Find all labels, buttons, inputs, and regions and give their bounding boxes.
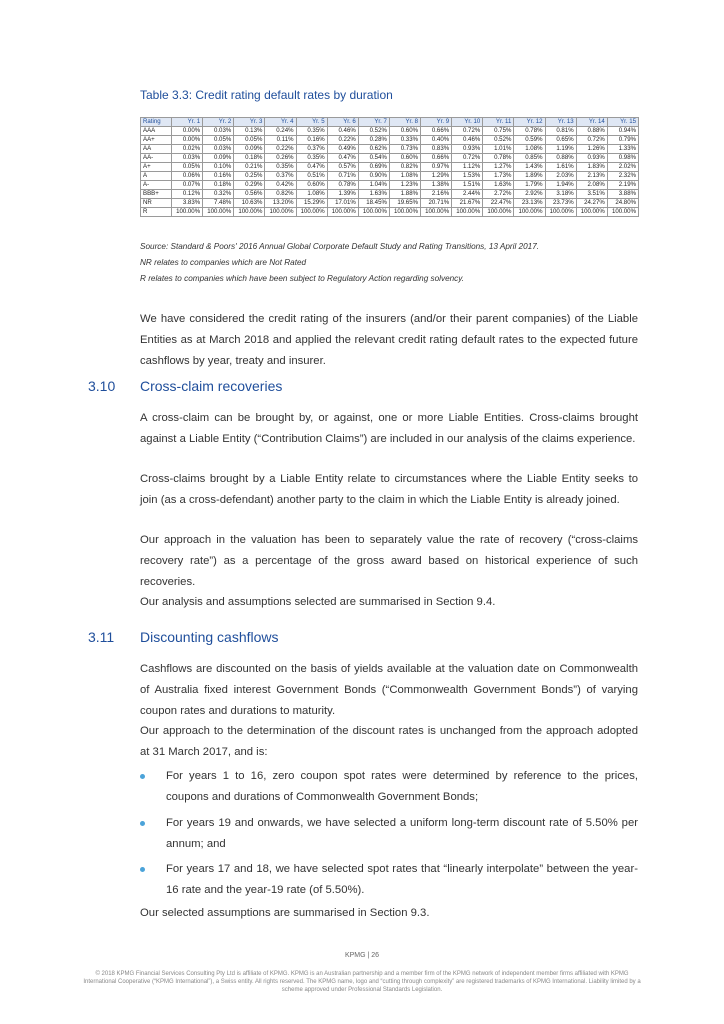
rating-cell: A-	[141, 181, 172, 190]
rate-cell: 2.44%	[452, 190, 483, 199]
table-row	[141, 136, 639, 145]
rate-cell: 3.18%	[545, 190, 576, 199]
column-header-year: Yr. 2	[203, 118, 234, 127]
rate-cell: 0.72%	[576, 136, 607, 145]
column-header-year: Yr. 6	[327, 118, 358, 127]
rate-cell: 1.38%	[421, 181, 452, 190]
rating-cell: A	[141, 172, 172, 181]
bullet-item: For years 19 and onwards, we have selected a uniform long-term discount rate of 5.50% per annum; and	[166, 817, 638, 850]
table-row	[141, 172, 639, 181]
rate-cell: 0.88%	[576, 127, 607, 136]
paragraph: Our approach in the valuation has been to separately value the rate of recovery (“cross-claims recovery rate”) as a percentage of the gross award based on historical experience of such recoveries.	[140, 534, 638, 588]
rate-cell: 0.02%	[172, 145, 203, 154]
rate-cell: 0.60%	[389, 154, 420, 163]
rate-cell: 2.32%	[607, 172, 638, 181]
rate-cell: 0.03%	[203, 145, 234, 154]
rate-cell: 0.18%	[234, 154, 265, 163]
rate-cell: 7.48%	[203, 199, 234, 208]
rate-cell: 0.18%	[203, 181, 234, 190]
rate-cell: 2.72%	[483, 190, 514, 199]
rate-cell: 0.93%	[576, 154, 607, 163]
rate-cell: 0.79%	[607, 136, 638, 145]
rate-cell: 0.47%	[296, 163, 327, 172]
rate-cell: 0.24%	[265, 127, 296, 136]
rate-cell: 1.94%	[545, 181, 576, 190]
column-header-year: Yr. 12	[514, 118, 545, 127]
rate-cell: 0.72%	[452, 127, 483, 136]
rate-cell: 15.29%	[296, 199, 327, 208]
rate-cell: 0.16%	[296, 136, 327, 145]
rate-cell: 0.03%	[203, 127, 234, 136]
rate-cell: 0.94%	[607, 127, 638, 136]
column-header-year: Yr. 5	[296, 118, 327, 127]
rate-cell: 100.00%	[452, 208, 483, 217]
rate-cell: 2.08%	[576, 181, 607, 190]
rate-cell: 0.88%	[545, 154, 576, 163]
rate-cell: 0.10%	[203, 163, 234, 172]
credit-rating-table	[140, 117, 639, 217]
rate-cell: 1.33%	[607, 145, 638, 154]
column-header-year: Yr. 1	[172, 118, 203, 127]
paragraph: A cross-claim can be brought by, or against, one or more Liable Entities. Cross-claims brought against a Liable Entity (“Contribution Claims”) are included in our analysis of the claims experience.	[140, 412, 638, 445]
rate-cell: 0.22%	[327, 136, 358, 145]
column-header-year: Yr. 4	[265, 118, 296, 127]
rate-cell: 13.20%	[265, 199, 296, 208]
rate-cell: 0.82%	[389, 163, 420, 172]
paragraph: Our analysis and assumptions selected are summarised in Section 9.4.	[140, 596, 496, 608]
rate-cell: 0.35%	[265, 163, 296, 172]
rate-cell: 0.05%	[234, 136, 265, 145]
rate-cell: 0.09%	[203, 154, 234, 163]
page-number: KPMG | 26	[344, 952, 380, 959]
rate-cell: 1.12%	[452, 163, 483, 172]
rate-cell: 0.90%	[358, 172, 389, 181]
rate-cell: 100.00%	[545, 208, 576, 217]
rate-cell: 0.82%	[265, 190, 296, 199]
rate-cell: 0.57%	[327, 163, 358, 172]
rate-cell: 0.56%	[234, 190, 265, 199]
rate-cell: 100.00%	[421, 208, 452, 217]
bullet-icon	[140, 774, 145, 779]
column-header-year: Yr. 13	[545, 118, 576, 127]
rate-cell: 0.81%	[545, 127, 576, 136]
rate-cell: 0.25%	[234, 172, 265, 181]
rate-cell: 1.01%	[483, 145, 514, 154]
rate-cell: 20.71%	[421, 199, 452, 208]
paragraph: Cashflows are discounted on the basis of yields available at the valuation date on Commonwealth of Australia fixed interest Government Bonds (“Commonwealth Government Bonds”) of varying coupon rates and durations to maturity.	[140, 663, 638, 717]
rate-cell: 100.00%	[483, 208, 514, 217]
rate-cell: 100.00%	[514, 208, 545, 217]
paragraph: Our approach to the determination of the discount rates is unchanged from the approach adopted at 31 March 2017, and is:	[140, 725, 638, 758]
table-row	[141, 127, 639, 136]
table-notes	[140, 239, 539, 287]
rate-cell: 1.39%	[327, 190, 358, 199]
rate-cell: 0.78%	[327, 181, 358, 190]
rate-cell: 100.00%	[172, 208, 203, 217]
section-number-3-11: 3.11	[88, 629, 115, 645]
bullet-icon	[140, 821, 145, 826]
rate-cell: 0.49%	[327, 145, 358, 154]
rate-cell: 1.63%	[483, 181, 514, 190]
rate-cell: 1.51%	[452, 181, 483, 190]
rate-cell: 23.73%	[545, 199, 576, 208]
rate-cell: 0.13%	[234, 127, 265, 136]
column-header-year: Yr. 11	[483, 118, 514, 127]
rate-cell: 0.69%	[358, 163, 389, 172]
table-row	[141, 190, 639, 199]
rate-cell: 1.79%	[514, 181, 545, 190]
rate-cell: 100.00%	[576, 208, 607, 217]
rate-cell: 0.42%	[265, 181, 296, 190]
rating-cell: AAA	[141, 127, 172, 136]
legal-notice: © 2018 KPMG Financial Services Consulting Pty Ltd is affiliate of KPMG. KPMG is an Australian partnership and a member firm of the KPMG network of independent member firms affiliated with KPMG International Cooperative (“KPMG International”), a Swiss entity. All rights reserved. The KPMG name, logo and “cutting through complexity” are registered trademarks of KPMG International. Liability limited by a scheme approved under Professional Standards Legislation.	[83, 971, 641, 993]
rate-cell: 0.85%	[514, 154, 545, 163]
table-title: Table 3.3: Credit rating default rates by duration	[140, 88, 393, 102]
rate-cell: 0.97%	[421, 163, 452, 172]
rate-cell: 0.52%	[358, 127, 389, 136]
rate-cell: 0.73%	[389, 145, 420, 154]
rate-cell: 0.35%	[296, 154, 327, 163]
rate-cell: 0.26%	[265, 154, 296, 163]
rate-cell: 0.66%	[421, 154, 452, 163]
rate-cell: 0.07%	[172, 181, 203, 190]
rating-cell: NR	[141, 199, 172, 208]
rate-cell: 1.29%	[421, 172, 452, 181]
rate-cell: 0.51%	[296, 172, 327, 181]
column-header-year: Yr. 3	[234, 118, 265, 127]
rate-cell: 100.00%	[607, 208, 638, 217]
section-title-discounting: Discounting cashflows	[140, 629, 279, 645]
rate-cell: 100.00%	[203, 208, 234, 217]
rate-cell: 0.46%	[452, 136, 483, 145]
rate-cell: 0.11%	[265, 136, 296, 145]
table-row	[141, 145, 639, 154]
rate-cell: 24.27%	[576, 199, 607, 208]
rate-cell: 1.88%	[389, 190, 420, 199]
rate-cell: 1.43%	[514, 163, 545, 172]
rate-cell: 1.61%	[545, 163, 576, 172]
column-header-rating: Rating	[141, 118, 172, 127]
rate-cell: 0.62%	[358, 145, 389, 154]
bullet-icon	[140, 867, 145, 872]
source-note: Source: Standard & Poors' 2016 Annual Global Corporate Default Study and Rating Transitions, 13 April 2017.	[140, 242, 540, 251]
rate-cell: 0.54%	[358, 154, 389, 163]
rate-cell: 0.46%	[327, 127, 358, 136]
rate-cell: 100.00%	[296, 208, 327, 217]
rate-cell: 17.01%	[327, 199, 358, 208]
rate-cell: 0.05%	[172, 163, 203, 172]
table-row	[141, 181, 639, 190]
r-note: R relates to companies which have been subject to Regulatory Action regarding solvency.	[140, 274, 465, 283]
rate-cell: 1.83%	[576, 163, 607, 172]
rating-cell: A+	[141, 163, 172, 172]
rate-cell: 100.00%	[265, 208, 296, 217]
rate-cell: 0.12%	[172, 190, 203, 199]
rate-cell: 0.47%	[327, 154, 358, 163]
rate-cell: 0.72%	[452, 154, 483, 163]
rate-cell: 0.78%	[483, 154, 514, 163]
bullet-item: For years 1 to 16, zero coupon spot rates were determined by reference to the prices, coupons and durations of Commonwealth Government Bonds;	[166, 770, 638, 803]
bullet-item: For years 17 and 18, we have selected spot rates that “linearly interpolate” between the year-16 rate and the year-19 rate (of 5.50%).	[166, 863, 638, 896]
rate-cell: 0.40%	[421, 136, 452, 145]
rating-cell: AA	[141, 145, 172, 154]
rate-cell: 2.13%	[576, 172, 607, 181]
rate-cell: 1.63%	[358, 190, 389, 199]
paragraph: Cross-claims brought by a Liable Entity relate to circumstances where the Liable Entity seeks to join (as a cross-defendant) another party to the claim in which the Liable Entity is already joined.	[140, 473, 638, 506]
rate-cell: 1.23%	[389, 181, 420, 190]
section-number-3-10: 3.10	[88, 378, 116, 394]
rate-cell: 2.19%	[607, 181, 638, 190]
rate-cell: 0.37%	[296, 145, 327, 154]
rate-cell: 0.16%	[203, 172, 234, 181]
rate-cell: 0.29%	[234, 181, 265, 190]
rate-cell: 0.21%	[234, 163, 265, 172]
rate-cell: 1.89%	[514, 172, 545, 181]
column-header-year: Yr. 10	[452, 118, 483, 127]
column-header-year: Yr. 15	[607, 118, 638, 127]
rate-cell: 0.06%	[172, 172, 203, 181]
rate-cell: 1.04%	[358, 181, 389, 190]
rating-cell: R	[141, 208, 172, 217]
rate-cell: 0.65%	[545, 136, 576, 145]
closing-paragraph: Our selected assumptions are summarised in Section 9.3.	[140, 907, 430, 919]
rate-cell: 0.09%	[234, 145, 265, 154]
table-header-row	[141, 118, 639, 127]
rate-cell: 0.00%	[172, 127, 203, 136]
rate-cell: 3.88%	[607, 190, 638, 199]
rate-cell: 100.00%	[389, 208, 420, 217]
rate-cell: 0.00%	[172, 136, 203, 145]
rate-cell: 0.83%	[421, 145, 452, 154]
section-title-cross-claim: Cross-claim recoveries	[140, 378, 283, 394]
rate-cell: 2.16%	[421, 190, 452, 199]
rate-cell: 3.83%	[172, 199, 203, 208]
rate-cell: 0.35%	[296, 127, 327, 136]
rate-cell: 1.27%	[483, 163, 514, 172]
rate-cell: 18.45%	[358, 199, 389, 208]
rate-cell: 0.75%	[483, 127, 514, 136]
rate-cell: 0.60%	[296, 181, 327, 190]
rate-cell: 100.00%	[234, 208, 265, 217]
column-header-year: Yr. 9	[421, 118, 452, 127]
rate-cell: 21.67%	[452, 199, 483, 208]
rate-cell: 1.08%	[296, 190, 327, 199]
rate-cell: 22.47%	[483, 199, 514, 208]
rate-cell: 0.03%	[172, 154, 203, 163]
rate-cell: 3.51%	[576, 190, 607, 199]
rate-cell: 100.00%	[358, 208, 389, 217]
nr-note: NR relates to companies which are Not Rated	[140, 258, 307, 267]
table-row	[141, 208, 639, 217]
rate-cell: 0.66%	[421, 127, 452, 136]
rate-cell: 0.78%	[514, 127, 545, 136]
rate-cell: 0.98%	[607, 154, 638, 163]
rate-cell: 0.37%	[265, 172, 296, 181]
rate-cell: 0.93%	[452, 145, 483, 154]
rate-cell: 1.73%	[483, 172, 514, 181]
rate-cell: 1.26%	[576, 145, 607, 154]
rate-cell: 19.65%	[389, 199, 420, 208]
table-row	[141, 154, 639, 163]
rate-cell: 0.28%	[358, 136, 389, 145]
rate-cell: 2.02%	[607, 163, 638, 172]
column-header-year: Yr. 7	[358, 118, 389, 127]
rate-cell: 2.92%	[514, 190, 545, 199]
rate-cell: 2.03%	[545, 172, 576, 181]
table-row	[141, 199, 639, 208]
rate-cell: 24.80%	[607, 199, 638, 208]
rate-cell: 0.05%	[203, 136, 234, 145]
rating-cell: BBB+	[141, 190, 172, 199]
intro-paragraph: We have considered the credit rating of the insurers (and/or their parent companies) of the Liable Entities as at March 2018 and applied the relevant credit rating default rates to the expected future cashflows by year, treaty and insurer.	[140, 313, 638, 367]
rate-cell: 0.59%	[514, 136, 545, 145]
rate-cell: 100.00%	[327, 208, 358, 217]
column-header-year: Yr. 14	[576, 118, 607, 127]
rate-cell: 0.32%	[203, 190, 234, 199]
rate-cell: 1.08%	[514, 145, 545, 154]
rate-cell: 0.22%	[265, 145, 296, 154]
rate-cell: 1.19%	[545, 145, 576, 154]
rate-cell: 10.63%	[234, 199, 265, 208]
table-row	[141, 163, 639, 172]
rate-cell: 1.53%	[452, 172, 483, 181]
rate-cell: 1.08%	[389, 172, 420, 181]
column-header-year: Yr. 8	[389, 118, 420, 127]
rating-cell: AA+	[141, 136, 172, 145]
rate-cell: 0.60%	[389, 127, 420, 136]
rate-cell: 0.71%	[327, 172, 358, 181]
rate-cell: 0.52%	[483, 136, 514, 145]
rating-cell: AA-	[141, 154, 172, 163]
rate-cell: 23.13%	[514, 199, 545, 208]
rate-cell: 0.33%	[389, 136, 420, 145]
